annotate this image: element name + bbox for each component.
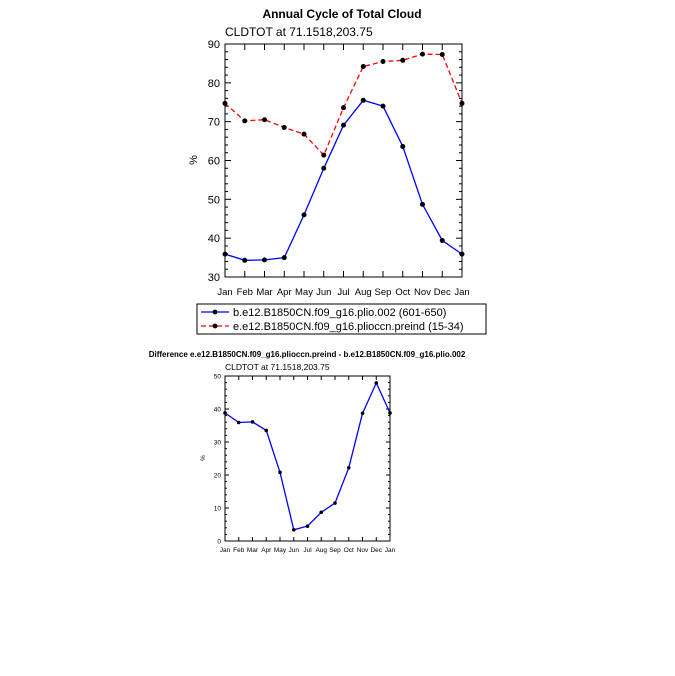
series-2-point xyxy=(420,52,425,57)
x-tick-label: Feb xyxy=(236,287,253,298)
y-tick-label: 60 xyxy=(207,155,220,168)
series-1-point xyxy=(223,411,227,415)
series-1-point xyxy=(223,252,228,257)
series-1-point xyxy=(321,166,326,171)
y-tick-label: 0 xyxy=(217,538,221,546)
chart2-subtitle: CLDTOT at 71.1518,203.75 xyxy=(225,362,330,372)
y-tick-label: 10 xyxy=(213,505,221,513)
series-1-point xyxy=(242,258,247,263)
x-tick-label: Oct xyxy=(343,547,354,554)
series-1-point xyxy=(361,98,366,103)
series-1-point xyxy=(251,420,255,424)
x-tick-label: Sep xyxy=(329,547,341,554)
series-1-point xyxy=(282,255,287,260)
series-1-point xyxy=(264,429,268,433)
series-2-point xyxy=(440,52,445,57)
x-tick-label: Feb xyxy=(233,547,245,554)
series-2-point xyxy=(341,105,346,110)
x-tick-label: May xyxy=(273,547,287,554)
series-1-point xyxy=(381,104,386,109)
x-tick-label: Jun xyxy=(316,287,332,298)
x-tick-label: Jul xyxy=(303,547,312,554)
series-1-point xyxy=(388,411,392,415)
series-2-point xyxy=(223,101,228,106)
series-2-point xyxy=(400,58,405,63)
series-1-point xyxy=(361,411,365,415)
x-tick-label: Dec xyxy=(370,547,383,554)
series-1-point xyxy=(306,524,310,528)
y-tick-label: 50 xyxy=(213,373,221,381)
x-tick-label: Apr xyxy=(276,287,292,298)
x-tick-label: Dec xyxy=(433,287,451,298)
y-tick-label: 40 xyxy=(207,233,220,246)
series-2-point xyxy=(361,64,366,69)
series-2-point xyxy=(282,125,287,130)
chart2-title: Difference e.e12.B1850CN.f09_g16.plioccn.preind - b.e12.B1850CN.f09_g16.plio.002 xyxy=(148,350,466,359)
series-1-line xyxy=(225,383,390,530)
series-2-point xyxy=(262,117,267,122)
y-tick-label: 30 xyxy=(207,272,220,284)
x-tick-label: Jan xyxy=(454,287,470,298)
x-tick-label: Apr xyxy=(261,547,272,554)
series-2-point xyxy=(460,101,465,106)
series-1-point xyxy=(302,212,307,217)
series-1-point xyxy=(333,501,337,505)
chart2-plot-frame xyxy=(225,376,390,541)
y-tick-label: 30 xyxy=(213,439,221,447)
legend-label-series-2: e.e12.B1850CN.f09_g16.plioccn.preind (15-34) xyxy=(233,321,464,333)
chart2-y-axis-label: % xyxy=(200,455,207,461)
series-1-point xyxy=(341,123,346,128)
series-2-point xyxy=(242,118,247,123)
series-1-point xyxy=(374,381,378,385)
series-1-point xyxy=(460,252,465,257)
legend-label-series-1: b.e12.B1850CN.f09_g16.plio.002 (601-650) xyxy=(233,307,447,319)
y-tick-label: 80 xyxy=(207,77,220,90)
x-tick-label: Jan xyxy=(384,547,396,554)
chart1-plot-frame xyxy=(225,44,462,277)
series-1-point xyxy=(347,466,351,470)
chart1-legend xyxy=(197,304,486,334)
x-tick-label: Jan xyxy=(219,547,231,554)
x-tick-label: Nov xyxy=(356,547,369,554)
x-tick-label: Jan xyxy=(217,287,233,298)
series-2-point xyxy=(321,153,326,158)
series-2-point xyxy=(302,132,307,137)
x-tick-label: Aug xyxy=(315,547,328,554)
x-tick-label: Jul xyxy=(337,287,350,298)
y-tick-label: 50 xyxy=(207,194,220,207)
x-tick-label: May xyxy=(295,287,313,298)
legend-marker-series-1 xyxy=(213,310,218,315)
series-1-point xyxy=(292,528,296,532)
legend-marker-series-2 xyxy=(213,324,218,329)
x-tick-label: Mar xyxy=(256,287,273,298)
x-tick-label: Sep xyxy=(374,287,392,298)
series-2-line xyxy=(225,54,462,155)
series-1-point xyxy=(319,510,323,514)
chart1-y-axis-label: % xyxy=(188,155,200,165)
y-tick-label: 70 xyxy=(207,116,220,129)
series-1-point xyxy=(420,202,425,207)
difference-chart xyxy=(149,350,466,554)
x-tick-label: Mar xyxy=(246,547,259,554)
x-tick-label: Aug xyxy=(354,287,372,298)
series-2-point xyxy=(381,59,386,64)
series-1-point xyxy=(262,257,267,262)
chart1-title: Annual Cycle of Total Cloud xyxy=(262,7,422,21)
series-1-point xyxy=(278,471,282,475)
series-1-point xyxy=(237,421,241,425)
chart1-subtitle: CLDTOT at 71.1518,203.75 xyxy=(225,25,373,39)
annual-cycle-chart xyxy=(188,7,486,334)
series-1-point xyxy=(440,238,445,243)
series-1-point xyxy=(400,144,405,149)
y-tick-label: 40 xyxy=(213,406,221,414)
y-tick-label: 90 xyxy=(207,39,220,51)
x-tick-label: Oct xyxy=(395,287,411,298)
y-tick-label: 20 xyxy=(213,472,221,480)
x-tick-label: Nov xyxy=(414,287,431,298)
x-tick-label: Jun xyxy=(288,547,299,554)
